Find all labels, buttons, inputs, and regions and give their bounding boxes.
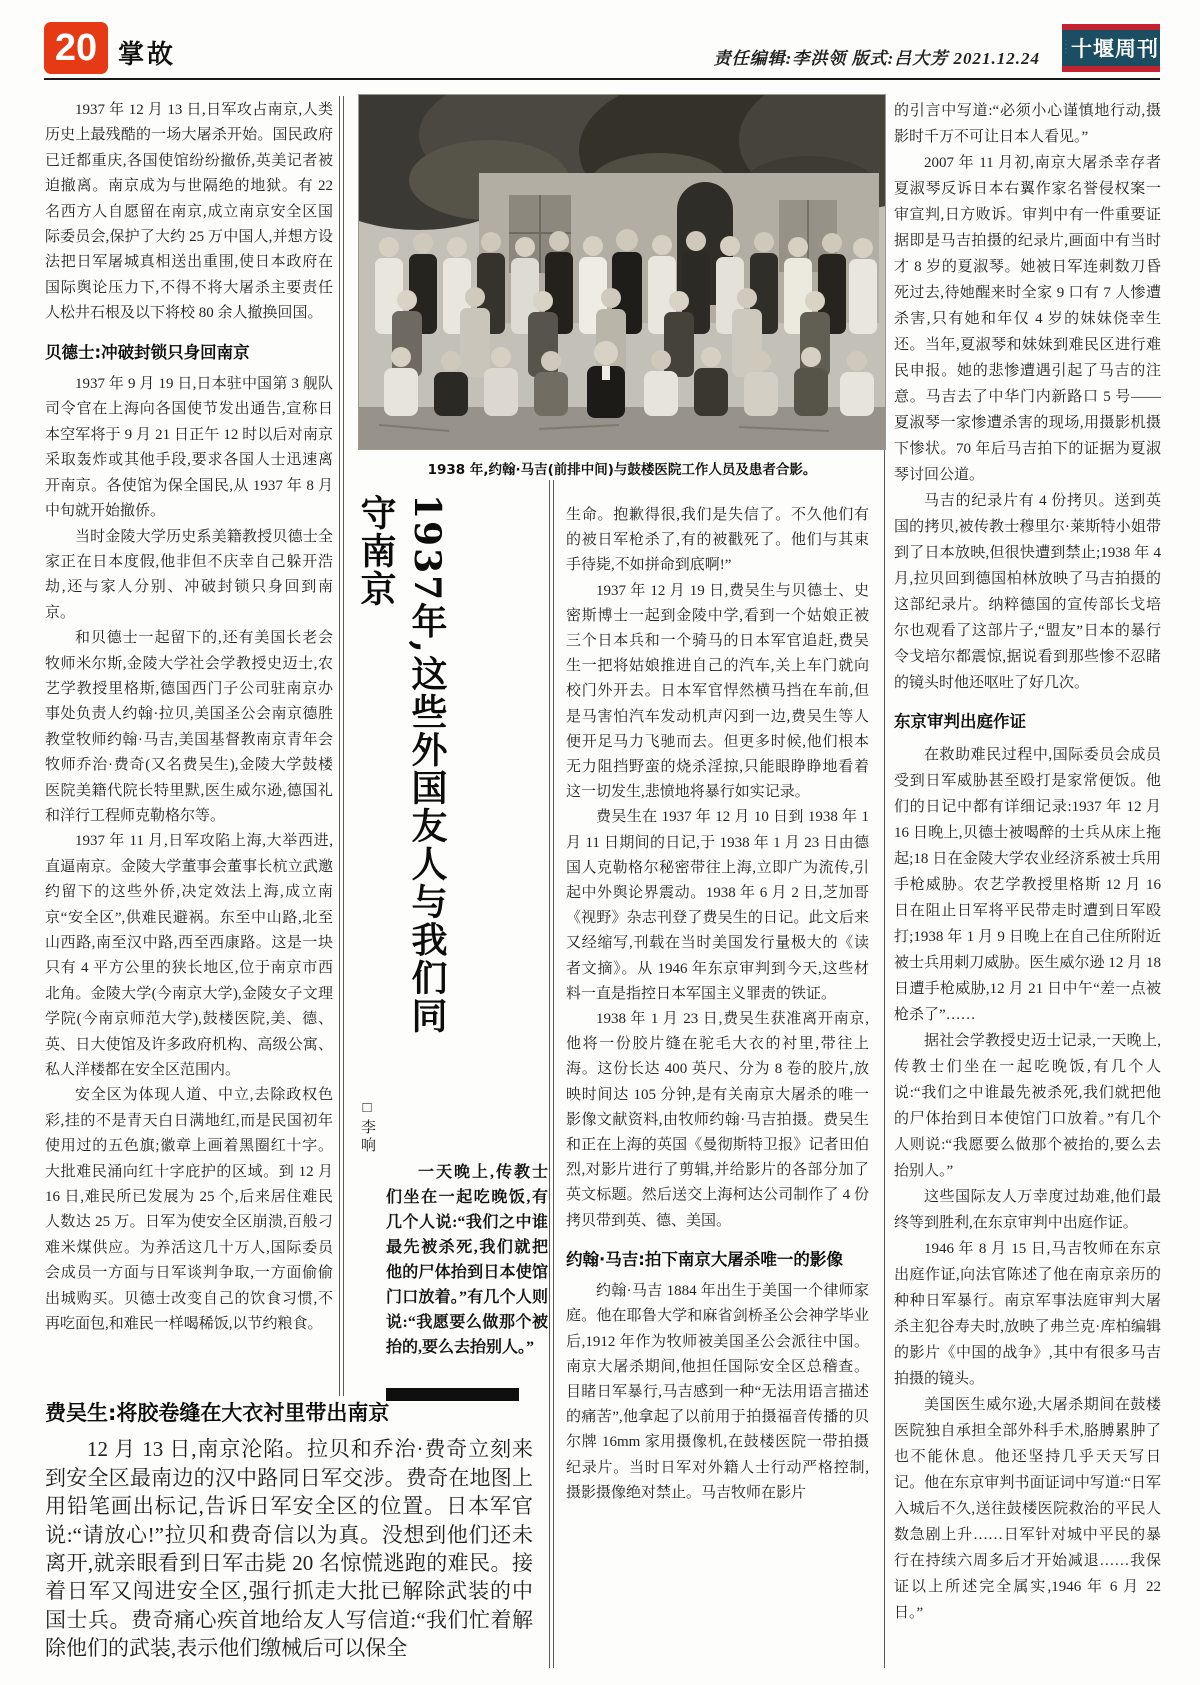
article-author: □李响: [359, 1100, 375, 1155]
article-headline: 1937年,这些外国友人与我们同守南京: [355, 494, 448, 1035]
paragraph: 据社会学教授史迈士记录,一天晚上,传教士们坐在一起吃晚饭,有几个人说:“我们之中谁最先被杀死,我们就把他的尸体抬到日本使馆门口放着。”有几个人则说:“我愿要么做那个被抬的,要么去抬别人。”: [894, 1033, 1161, 1179]
paragraph: 这些国际友人万幸度过劫难,他们最终等到胜利,在东京审判中出庭作证。: [894, 1189, 1161, 1231]
header-rule: [44, 78, 1160, 80]
paragraph: 生命。抱歉得很,我们是失信了。不久他们有的被日军枪杀了,有的被戳死了。他们与其束手待毙,不如拼命到底啊!”: [566, 507, 869, 574]
paragraph: 1937 年 11 月,日军攻陷上海,大举西进,直逼南京。金陵大学董事会董事长杭立武邀约留下的这些外侨,决定效法上海,成立南京“安全区”,供难民避祸。东至中山路,北至山西路,南至汉中路,西至西康路。这是一块只有 4 平方公里的狭长地区,位于南京市西北角。金陵大学(今南京大学),金陵女子文理学院(今南京师范大学),鼓楼医院,美、德、英、日大使馆及许多政府机构、高级公寓、私人洋楼都在安全区范围内。: [45, 833, 333, 1079]
left-column: [45, 98, 333, 1395]
divider-left: [339, 96, 344, 1396]
paragraph: 和贝德士一起留下的,还有美国长老会牧师米尔斯,金陵大学社会学教授史迈士,农艺学教授里格斯,德国西门子公司驻南京办事处负责人约翰·拉贝,美国圣公会南京德胜教堂牧师约翰·马吉,美国基督教南京青年会牧师乔治·费奇(又名费吴生),金陵大学鼓楼医院美籍代院长特里默,医生威尔逊,德国礼和洋行工程师克勒格尔等。: [45, 630, 333, 824]
paragraph: 安全区为体现人道、中立,去除政权色彩,挂的不是青天白日满地红,而是民国初年使用过的五色旗;徽章上画着黑圈红十字。大批难民涌向红十字庇护的区域。到 12 月 16 日,难民所已发展为 25 个,后来居住难民人数达 25 万。日军为使安全区崩溃,百般刁难米煤供应。为养活这几十万人,国际委员会成员一方面与日军谈判争取,一方面偷偷出城购买。贝德士改变自己的饮食习惯,不再吃面包,和难民一样喝稀饭,以节约粮食。: [45, 1087, 333, 1333]
masthead-logo: [1062, 24, 1160, 72]
right-column: [894, 98, 1161, 1672]
pull-quote-text: 一天晚上,传教士们坐在一起吃晚饭,有几个人说:“我们之中谁最先被杀死,我们就把他的尸体抬到日本使馆门口放着。”有几个人则说:“我愿要么做那个被抬的,要么去抬别人。”: [386, 1164, 548, 1356]
paragraph: 在救助难民过程中,国际委员会成员受到日军威胁甚至殴打是家常便饭。他们的日记中都有详细记录:1937 年 12 月 16 日晚上,贝德士被喝醉的士兵从床上拖起;18 日在金陵大学农业经济系被士兵用手枪威胁。农艺学教授里格斯 12 月 16 日在阻止日军将平民带走时遭到日军殴打;1938 年 1 月 9 日晚上在自己住所附近被士兵用刺刀威胁。医生威尔逊 12 月 18 日遭手枪威胁,12 月 21 日中午“差一点被枪杀了”……: [894, 747, 1161, 1023]
middle-column: [566, 503, 869, 1667]
paragraph: 1937 年 12 月 13 日,日军攻占南京,人类历史上最残酷的一场大屠杀开始。国民政府已迁都重庆,各国使馆纷纷撤侨,英美记者被迫撤离。南京成为与世隔绝的地狱。有 22 名西方人自愿留在南京,成立南京安全区国际委员会,保护了大约 25 万中国人,并想方设法把日军屠城真相送出重围,使日本政府在国际舆论压力下,不得不将大屠杀主要责任人松井石根及以下将校 80 余人撤换回国。: [45, 102, 333, 322]
bottom-left-section: [45, 1399, 533, 1685]
masthead-title: 十堰周刊: [1071, 36, 1159, 61]
masthead-bottom-stripe: [1062, 66, 1160, 72]
masthead-body: [1062, 30, 1160, 66]
paragraph: 1937 年 12 月 19 日,费吴生与贝德士、史密斯博士一起到金陵中学,看到一个姑娘正被三个日本兵和一个骑马的日本军官追赶,费吴生一把将姑娘推进自己的汽车,关上车门就向校门外开去。日本军官悍然横马挡在车前,但是马害怕汽车发动机声闪到一边,费吴生等人便开足马力飞驰而去。但更多时候,他们根本无力阻挡野蛮的烧杀淫掠,只能眼睁睁地看着这一切发生,悲愤地将暴行如实记录。: [566, 582, 869, 801]
page-number-badge: 20: [44, 22, 108, 74]
photo-caption: 1938 年,约翰·马吉(前排中间)与鼓楼医院工作人员及患者合影。: [427, 462, 817, 478]
editor-credit-line: 责任编辑:李洪领 版式:吕大芳 2021.12.24: [713, 49, 1040, 68]
subheading-beideshi: 贝德士:冲破封锁只身回南京: [45, 342, 250, 362]
paragraph: 当时金陵大学历史系美籍教授贝德士全家正在日本度假,他非但不庆幸自己躲开浩劫,还与家人分别、冲破封锁只身回到南京。: [45, 528, 333, 621]
masthead-mini-text: · · · ·: [1065, 39, 1067, 56]
divider-center: [549, 480, 554, 1668]
group-photo: [358, 94, 886, 450]
pull-quote: [386, 1160, 548, 1360]
subheading-tokyo-trial: 东京审判出庭作证: [894, 712, 1026, 731]
paragraph: 12 月 13 日,南京沦陷。拉贝和乔治·费奇立刻来到安全区最南边的汉中路同日军交涉。费奇在地图上用铅笔画出标记,告诉日军安全区的位置。日本军官说:“请放心!”拉贝和费奇信以为真。没想到他们还未离开,就亲眼看到日军击毙 20 名惊慌逃跑的难民。接着日军又闯进安全区,强行抓走大批已解除武装的中国士兵。费奇痛心疾首地给友人写信道:“我们忙着解除他们的武装,表示他们缴械后可以保全: [45, 1437, 533, 1661]
subheading-feiwusheng: 费吴生:将胶卷缝在大衣衬里带出南京: [45, 1401, 390, 1425]
paragraph: 1937 年 9 月 19 日,日本驻中国第 3 舰队司令官在上海向各国使节发出通告,宣称日本空军将于 9 月 21 日正午 12 时以后对南京采取轰炸或其他手段,要求各国人士迅速离开南京。各使馆为保全国民,从 1937 年 8 月中旬就开始撤侨。: [45, 376, 333, 520]
paragraph: 1938 年 1 月 23 日,费吴生获准离开南京,他将一份胶片缝在驼毛大衣的衬里,带往上海。这份长达 400 英尺、分为 8 卷的胶片,放映时间达 105 分钟,是有关南京大屠杀的唯一影像文献资料,由牧师约翰·马吉拍摄。费吴生和正在上海的英国《曼彻斯特卫报》记者田伯烈,对影片进行了剪辑,并给影片的各部分加了英文标题。然后送交上海柯达公司制作了 4 份拷贝带到英、德、美国。: [566, 1011, 869, 1229]
paragraph: 1946 年 8 月 15 日,马吉牧师在东京出庭作证,向法官陈述了他在南京亲历的种种日军暴行。南京军事法庭审判大屠杀主犯谷寿夫时,放映了弗兰克·库柏编辑的影片《中国的战争》,其中有很多马吉拍摄的镜头。: [894, 1241, 1161, 1387]
paragraph: 马吉的纪录片有 4 份拷贝。送到英国的拷贝,被传教士穆里尔·莱斯特小姐带到了日本放映,但很快遭到禁止;1938 年 4 月,拉贝回到德国柏林放映了马吉拍摄的这部纪录片。纳粹德国的宣传部长戈培尔也观看了这部片子,“盟友”日本的暴行令戈培尔都震惊,据说看到那些惨不忍睹的镜头时他还呕吐了好几次。: [894, 493, 1161, 691]
subheading-magee: 约翰·马吉:拍下南京大屠杀唯一的影像: [566, 1249, 843, 1269]
group-photo-image: [359, 95, 885, 449]
paragraph: 约翰·马吉 1884 年出生于美国一个律师家庭。他在耶鲁大学和麻省剑桥圣公会神学毕业后,1912 年作为牧师被美国圣公会派往中国。南京大屠杀期间,他担任国际安全区总稽查。目睹日军暴行,马吉感到一种“无法用语言描述的痛苦”,他拿起了以前用于拍摄福音传播的贝尔牌 16mm 家用摄像机,在鼓楼医院一带拍摄纪录片。当时日军对外籍人士行动严格控制,摄影摄像绝对禁止。马吉牧师在影片: [566, 1283, 869, 1501]
paragraph: 2007 年 11 月初,南京大屠杀幸存者夏淑琴反诉日本右翼作家名誉侵权案一审宣判,日方败诉。审判中有一件重要证据即是马吉拍摄的纪录片,画面中有当时才 8 岁的夏淑琴。她被日军连刺数刀昏死过去,待她醒来时全家 9 口有 7 人惨遭杀害,只有她和年仅 4 岁的妹妹侥幸生还。当年,夏淑琴和妹妹到难民区进行难民申报。她的悲惨遭遇引起了马吉的注意。马吉去了中华门内新路口 5 号——夏淑琴一家惨遭杀害的现场,用摄影机摄下惨状。70 年后马吉拍下的证据为夏淑琴讨回公道。: [894, 155, 1161, 483]
paragraph: 费吴生在 1937 年 12 月 10 日到 1938 年 1 月 11 日期间的日记,于 1938 年 1 月 23 日由德国人克勒格尔秘密带往上海,立即广为流传,引起中外舆论界震动。1938 年 6 月 2 日,芝加哥《视野》杂志刊登了费吴生的日记。此文后来又经缩写,刊载在当时美国发行量极大的《读者文摘》。从 1946 年东京审判到今天,这些材料一直是指控日本军国主义罪责的铁证。: [566, 809, 869, 1002]
paragraph: 的引言中写道:“必须小心谨慎地行动,摄影时千万不可让日本人看见。”: [894, 103, 1161, 145]
paragraph: 美国医生威尔逊,大屠杀期间在鼓楼医院独自承担全部外科手术,胳膊累肿了也不能休息。他还坚持几乎天天写日记。他在东京审判书面证词中写道:“日军入城后不久,送往鼓楼医院救治的平民人数急剧上升……日军针对城中平民的暴行在持续六周多后才开始减退……我保证以上所述完全属实,1946 年 6 月 22 日。”: [894, 1397, 1161, 1621]
section-name: 掌故: [118, 40, 177, 70]
